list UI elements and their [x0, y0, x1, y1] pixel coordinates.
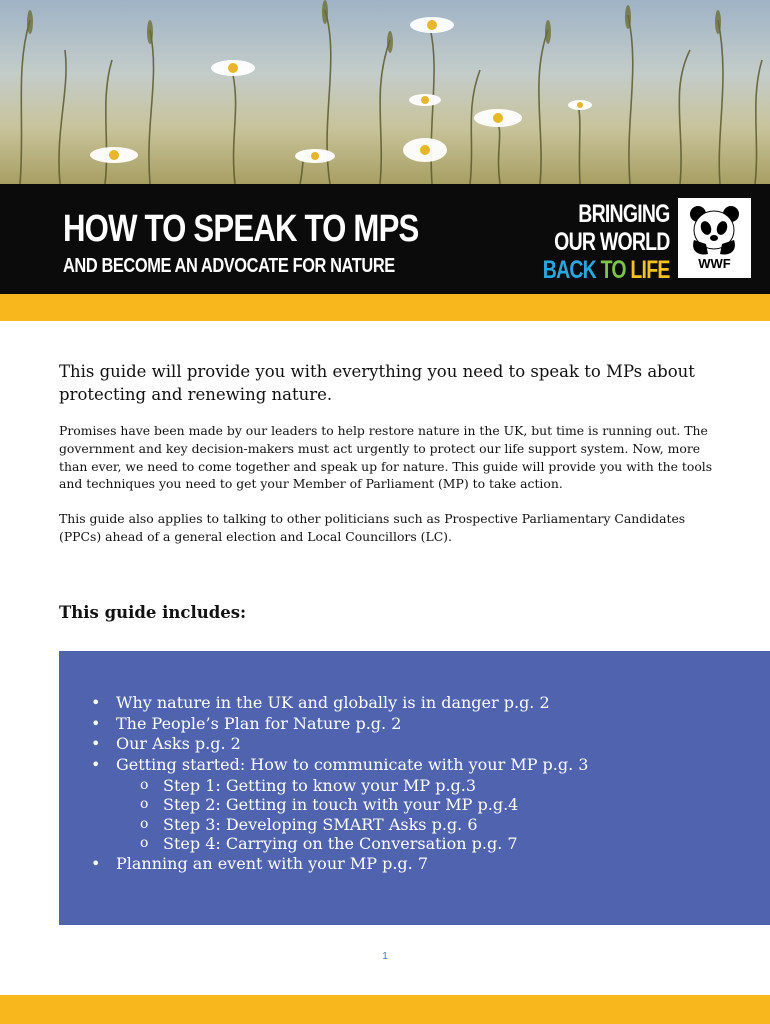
contents-item-text: Planning an event with your MP p.g. 7 [116, 853, 429, 873]
dot-bullet-icon: • [91, 713, 101, 733]
circle-bullet-icon: o [140, 796, 149, 813]
contents-item-text: Step 1: Getting to know your MP p.g.3 [163, 775, 477, 795]
includes-heading: This guide includes: [59, 603, 247, 622]
slogan [543, 200, 670, 284]
contents-item [59, 693, 759, 714]
contents-item-text: Our Asks p.g. 2 [116, 734, 241, 754]
contents-item [59, 734, 759, 755]
contents-item [59, 776, 759, 796]
dot-bullet-icon: • [91, 853, 101, 873]
contents-item [59, 815, 759, 835]
slogan-line-3 [543, 256, 670, 284]
contents-item [59, 755, 759, 776]
contents-list [59, 693, 759, 875]
yellow-stripe-top [0, 294, 770, 321]
contents-item-text: Why nature in the UK and globally is in danger p.g. 2 [116, 693, 550, 712]
yellow-stripe-bottom [0, 995, 770, 1024]
hero-image [0, 0, 770, 184]
wwf-logo-text: WWF [698, 256, 731, 271]
contents-item [59, 795, 759, 815]
slogan-line-2: OUR WORLD [554, 228, 670, 256]
intro-paragraph-1: Promises have been made by our leaders to help restore nature in the UK, but time is running out. The government and key decision-makers must act urgently to protect our life support system. Now, more than ever, we need to come together and speak up for nature. This guide will provide you with the tools and techniques you need to get your Member of Parliament (MP) to take action. [59, 423, 713, 492]
slogan-word-back: BACK [543, 256, 597, 284]
contents-item-text: Step 3: Developing SMART Asks p.g. 6 [163, 814, 478, 834]
page-number: 1 [382, 951, 388, 962]
slogan-line-1: BRINGING [578, 200, 670, 228]
dot-bullet-icon: • [91, 755, 101, 775]
circle-bullet-icon: o [140, 815, 149, 832]
dot-bullet-icon: • [91, 693, 101, 712]
circle-bullet-icon: o [140, 835, 149, 852]
panda-icon [686, 204, 743, 256]
slogan-word-life: LIFE [630, 256, 670, 284]
title-banner [0, 184, 770, 294]
contents-item-text: Getting started: How to communicate with your MP p.g. 3 [116, 755, 589, 775]
intro-lead: This guide will provide you with everything you need to speak to MPs about protecting and renewing nature. [59, 362, 695, 404]
circle-bullet-icon: o [140, 776, 149, 793]
contents-item-text: Step 4: Carrying on the Conversation p.g. 7 [163, 834, 518, 854]
contents-item [59, 834, 759, 854]
slogan-word-to: TO [601, 256, 627, 284]
contents-box [59, 651, 770, 925]
intro-paragraph-2: This guide also applies to talking to other politicians such as Prospective Parliamentary Candidates (PPCs) ahead of a general election and Local Councillors (LC). [59, 511, 686, 544]
wwf-logo [678, 198, 751, 278]
meadow-illustration [0, 0, 770, 184]
document-subtitle: AND BECOME AN ADVOCATE FOR NATURE [63, 255, 395, 277]
contents-item-text: Step 2: Getting in touch with your MP p.g.4 [163, 795, 519, 815]
contents-item [59, 854, 759, 875]
document-title: HOW TO SPEAK TO MPS [63, 208, 419, 250]
contents-item [59, 714, 759, 735]
dot-bullet-icon: • [91, 734, 101, 754]
contents-item-text: The People’s Plan for Nature p.g. 2 [116, 713, 402, 733]
